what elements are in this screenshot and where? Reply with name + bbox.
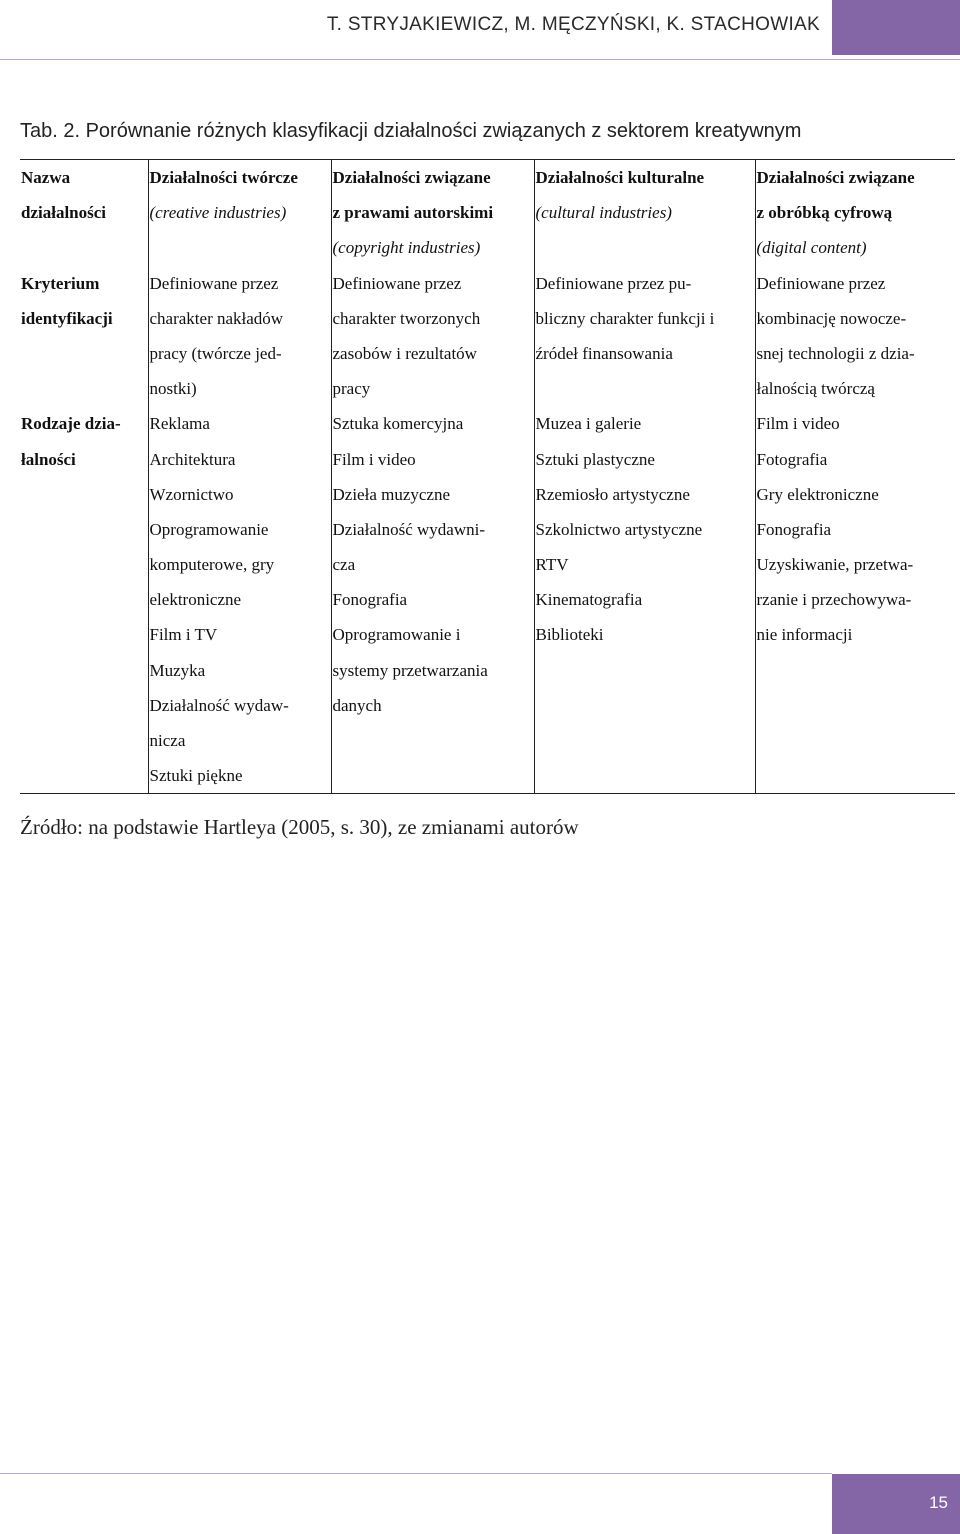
cell-line: elektroniczne <box>149 590 242 610</box>
cell-line: Szkolnictwo artystyczne <box>535 519 703 539</box>
cell-line: snej technologii z dzia- <box>756 343 915 363</box>
cell-line: Gry elektroniczne <box>756 484 879 504</box>
row-label-activities <box>20 406 148 794</box>
header-accent-block <box>832 0 960 55</box>
running-header-authors: T. STRYJAKIEWICZ, M. MĘCZYŃSKI, K. STACHOWIAK <box>326 14 820 35</box>
cell-line: Definiowane przez pu- <box>535 273 692 293</box>
cell-line: łalnością twórczą <box>756 379 875 399</box>
header-line-english: (copyright industries) <box>332 238 481 258</box>
cell-line: Działalność wydawni- <box>332 519 485 539</box>
activities-cell <box>755 406 955 794</box>
cell-line: Wzornictwo <box>149 484 234 504</box>
criterion-row <box>20 266 955 407</box>
activities-row <box>20 406 955 794</box>
cell-line: kombinację nowocze- <box>756 308 907 328</box>
cell-line: Film i TV <box>149 625 218 645</box>
activities-cell <box>148 406 331 794</box>
criterion-cell <box>331 266 534 407</box>
header-line-english: (digital content) <box>756 238 867 258</box>
row-label-line: łalności <box>21 449 76 469</box>
classification-table <box>20 159 955 794</box>
cell-line: Dzieła muzyczne <box>332 484 451 504</box>
cell-line: bliczny charakter funkcji i <box>535 308 715 328</box>
header-line-english: (creative industries) <box>149 203 287 223</box>
cell-line: zasobów i rezultatów <box>332 343 477 363</box>
cell-line: Muzyka <box>149 660 206 680</box>
cell-line: Działalność wydaw- <box>149 695 289 715</box>
header-line: Działalności kulturalne <box>535 168 705 187</box>
cell-line: Film i video <box>756 414 840 434</box>
cell-line: pracy <box>332 379 371 399</box>
cell-line: Reklama <box>149 414 210 434</box>
row-label-line: Rodzaje dzia- <box>21 414 121 434</box>
cell-line: Fonografia <box>332 590 408 610</box>
header-line: z obróbką cyfrową <box>756 203 893 223</box>
header-line-english: (cultural industries) <box>535 203 672 223</box>
footer-divider <box>0 1473 832 1474</box>
header-cell-creative <box>148 160 331 266</box>
page-number: 15 <box>832 1474 960 1534</box>
cell-line: Film i video <box>332 449 416 469</box>
row-label-line: Kryterium <box>21 273 100 293</box>
table-caption: Tab. 2. Porównanie różnych klasyfikacji działalności związanych z sektorem kreatywnym <box>20 120 802 142</box>
header-cell-cultural <box>534 160 755 266</box>
activities-cell <box>534 406 755 794</box>
header-line: Nazwa <box>21 168 71 187</box>
cell-line: Sztuki plastyczne <box>535 449 655 469</box>
cell-line: Sztuki piękne <box>149 766 243 786</box>
cell-line: komputerowe, gry <box>149 555 275 575</box>
cell-line: Muzea i galerie <box>535 414 642 434</box>
cell-line: nicza <box>149 731 186 750</box>
row-label-criterion <box>20 266 148 407</box>
cell-line: Biblioteki <box>535 625 604 645</box>
cell-line: Architektura <box>149 449 236 469</box>
header-line: Działalności twórcze <box>149 168 298 187</box>
activities-cell <box>331 406 534 794</box>
cell-line: Definiowane przez <box>149 273 279 293</box>
cell-line: charakter nakładów <box>149 308 284 328</box>
cell-line: danych <box>332 695 382 715</box>
header-line: Działalności związane <box>756 168 915 187</box>
header-line: z prawami autorskimi <box>332 203 494 223</box>
cell-line: Definiowane przez <box>332 273 462 293</box>
cell-line: systemy przetwarzania <box>332 660 488 680</box>
cell-line: RTV <box>535 555 569 575</box>
header-line: Działalności związane <box>332 168 491 187</box>
header-cell-name <box>20 160 148 266</box>
cell-line: charakter tworzonych <box>332 308 481 328</box>
row-label-line: identyfikacji <box>21 308 113 328</box>
criterion-cell <box>148 266 331 407</box>
cell-line: Oprogramowanie <box>149 519 269 539</box>
table-header-row <box>20 160 955 266</box>
criterion-cell <box>534 266 755 407</box>
cell-line: nie informacji <box>756 625 853 645</box>
cell-line: źródeł finansowania <box>535 343 673 363</box>
header-cell-copyright <box>331 160 534 266</box>
cell-line: Rzemiosło artystyczne <box>535 484 690 504</box>
criterion-cell <box>755 266 955 407</box>
cell-line: Fotografia <box>756 449 828 469</box>
source-note: Źródło: na podstawie Hartleya (2005, s. 30), ze zmianami autorów <box>20 815 579 839</box>
cell-line: Fonografia <box>756 519 832 539</box>
header-line: działalności <box>21 203 107 223</box>
cell-line: pracy (twórcze jed- <box>149 343 282 363</box>
header-divider <box>0 59 960 60</box>
cell-line: Kinematografia <box>535 590 643 610</box>
header-cell-digital <box>755 160 955 266</box>
cell-line: cza <box>332 555 356 575</box>
cell-line: nostki) <box>149 379 197 399</box>
cell-line: Uzyskiwanie, przetwa- <box>756 555 914 575</box>
cell-line: Oprogramowanie i <box>332 625 461 645</box>
cell-line: Definiowane przez <box>756 273 886 293</box>
cell-line: rzanie i przechowywa- <box>756 590 912 610</box>
cell-line: Sztuka komercyjna <box>332 414 464 434</box>
